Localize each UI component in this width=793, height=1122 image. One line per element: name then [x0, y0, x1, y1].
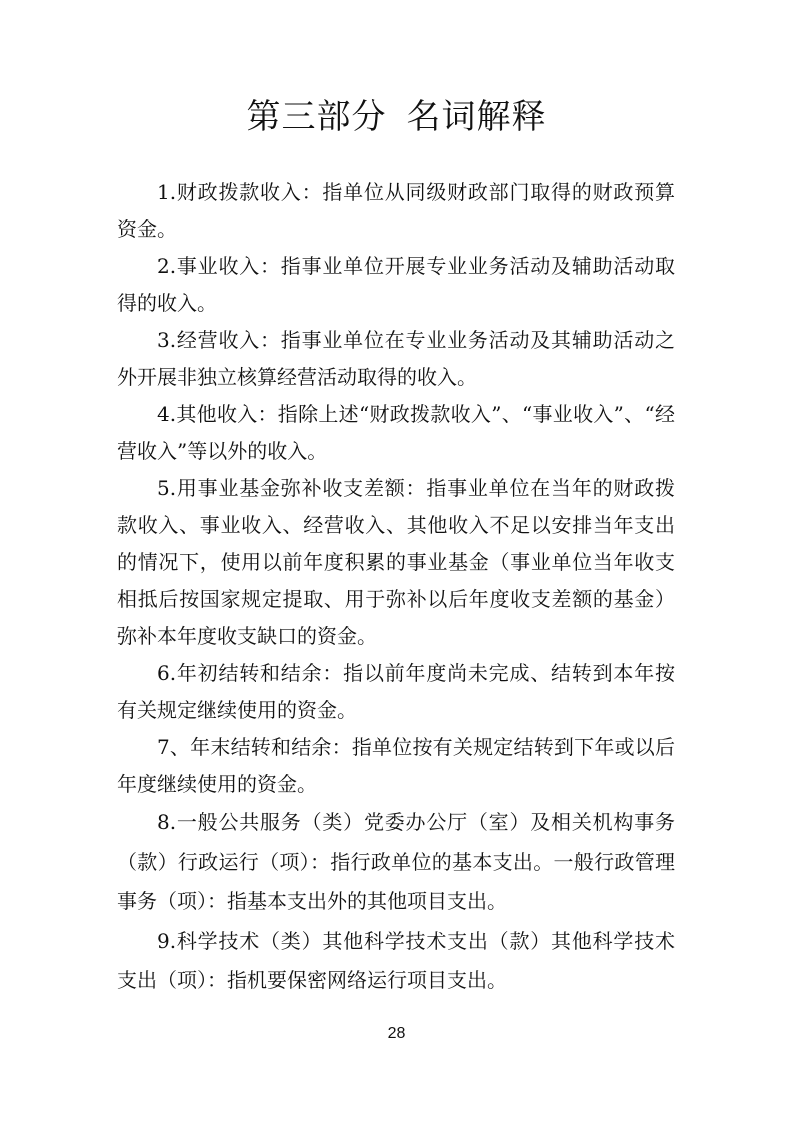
- definition-paragraph: 5.用事业基金弥补收支差额：指事业单位在当年的财政拨款收入、事业收入、经营收入、其他收入不足以安排当年支出的情况下，使用以前年度积累的事业基金（事业单位当年收支相抵后按国家规定提取、用于弥补以后年度收支差额的基金）弥补本年度收支缺口的资金。: [117, 476, 675, 648]
- page-number: 28: [387, 1025, 406, 1042]
- definition-paragraph: 6.年初结转和结余：指以前年度尚未完成、结转到本年按有关规定继续使用的资金。: [117, 661, 675, 722]
- title-name: 名词解释: [406, 97, 547, 137]
- definition-paragraph: 3.经营收入：指事业单位在专业业务活动及其辅助活动之外开展非独立核算经营活动取得的收入。: [117, 328, 675, 389]
- definition-paragraph: 4.其他收入：指除上述“财政拨款收入”、“事业收入”、“经营收入”等以外的收入。: [117, 402, 675, 463]
- title-part: 第三部分: [246, 97, 387, 137]
- definition-paragraph: 7、年末结转和结余：指单位按有关规定结转到下年或以后年度继续使用的资金。: [117, 735, 675, 796]
- page-title: [0, 94, 793, 140]
- definition-paragraph: 8.一般公共服务（类）党委办公厅（室）及相关机构事务（款）行政运行（项）：指行政单位的基本支出。一般行政管理事务（项）：指基本支出外的其他项目支出。: [117, 810, 675, 913]
- definition-paragraph: 2.事业收入：指事业单位开展专业业务活动及辅助活动取得的收入。: [117, 254, 675, 315]
- definitions-list: [117, 174, 675, 1001]
- definition-paragraph: 9.科学技术（类）其他科学技术支出（款）其他科学技术支出（项）：指机要保密网络运行项目支出。: [117, 928, 675, 992]
- definition-paragraph: 1.财政拨款收入：指单位从同级财政部门取得的财政预算资金。: [117, 180, 675, 241]
